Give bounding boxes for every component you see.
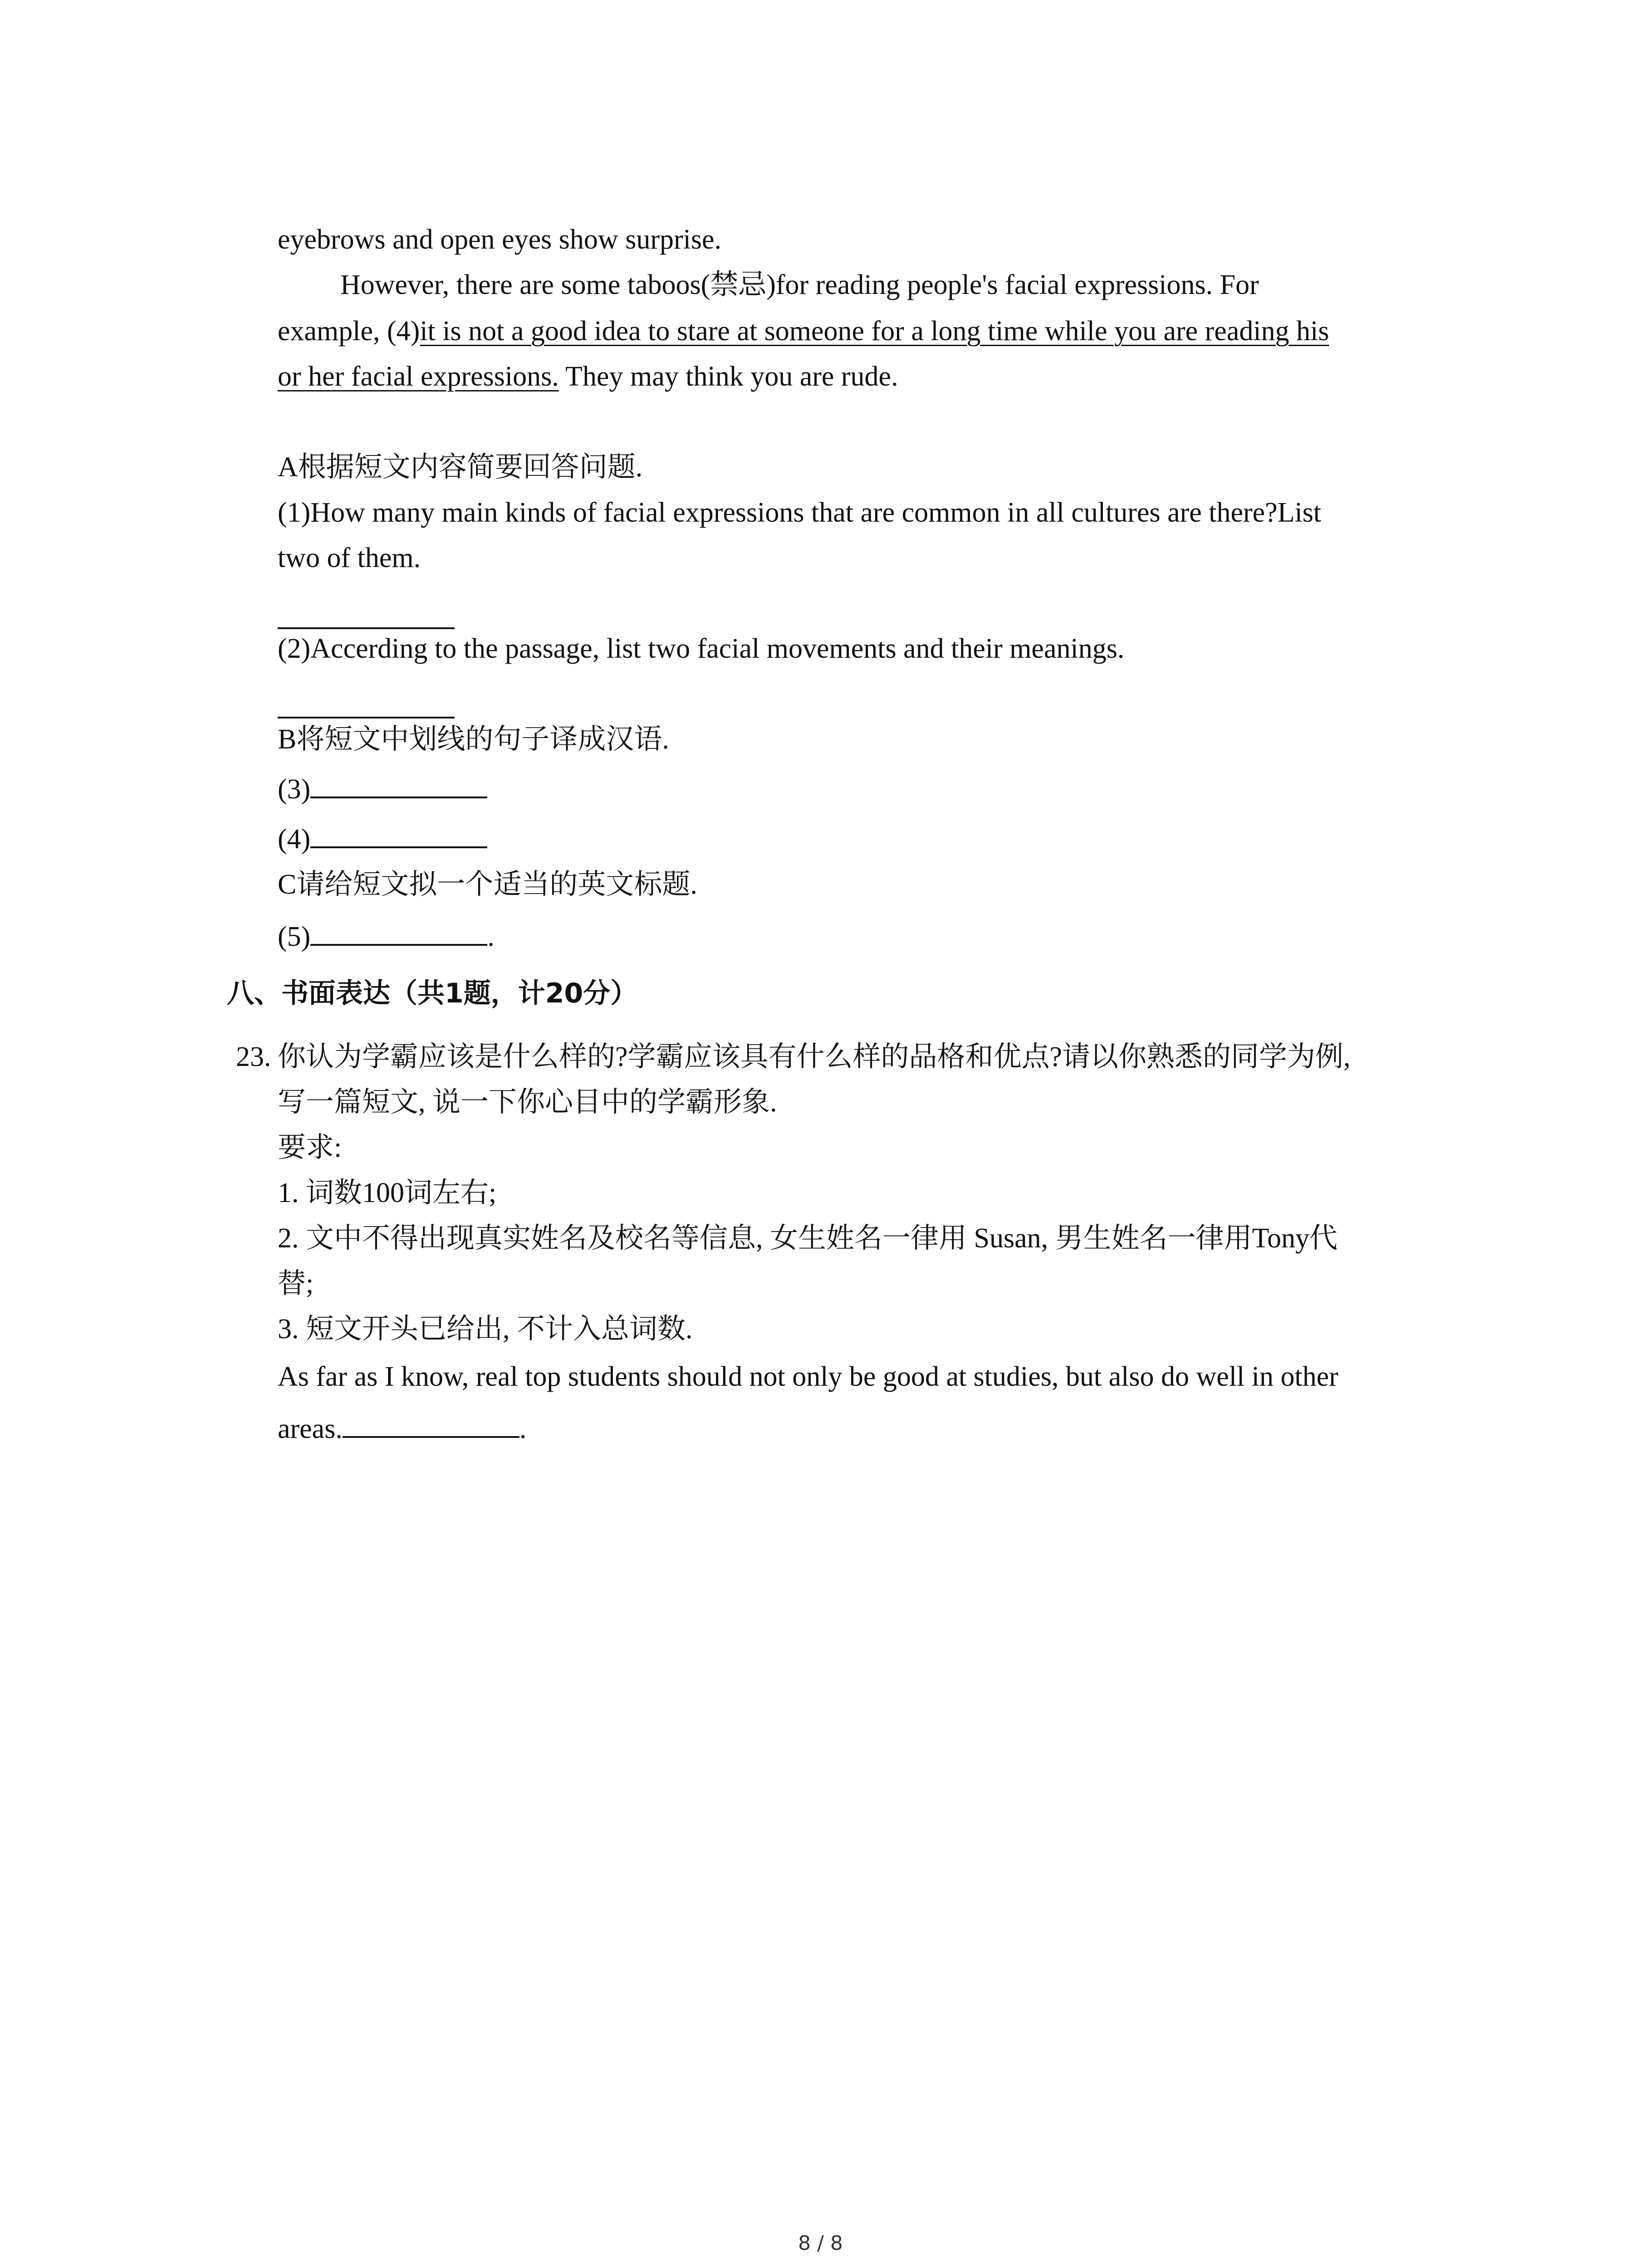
question-3 bbox=[278, 771, 487, 807]
passage-line-2: However, there are some taboos(禁忌)for reading people's facial expressions. For bbox=[340, 269, 1259, 300]
passage-line-1: eyebrows and open eyes show surprise. bbox=[278, 224, 721, 255]
opening-line-1: As far as I know, real top students should not only be good at studies, but also do well in other bbox=[278, 1361, 1338, 1392]
requirement-2-line-2: 替; bbox=[278, 1268, 314, 1299]
question-23-line-1: 你认为学霸应该是什么样的?学霸应该具有什么样的品格和优点?请以你熟悉的同学为例, bbox=[278, 1041, 1351, 1072]
question-5-label: (5) bbox=[278, 921, 311, 952]
question-5-end: . bbox=[487, 921, 495, 952]
question-3-label: (3) bbox=[278, 774, 311, 805]
passage-line-4-suffix: They may think you are rude. bbox=[558, 361, 898, 392]
answer-blank-3[interactable] bbox=[310, 771, 487, 798]
passage-line-3-prefix: example, (4) bbox=[278, 316, 420, 347]
question-5 bbox=[278, 919, 495, 955]
opening-line-2-text: areas. bbox=[278, 1413, 343, 1444]
question-4 bbox=[278, 821, 487, 857]
part-a-heading: A根据短文内容简要回答问题. bbox=[278, 452, 643, 483]
part-b-heading: B将短文中划线的句子译成汉语. bbox=[278, 724, 669, 755]
passage-line-4 bbox=[278, 358, 898, 395]
requirement-1: 1. 词数100词左右; bbox=[278, 1178, 497, 1208]
opening-line-2 bbox=[278, 1411, 526, 1447]
question-1-line-2: two of them. bbox=[278, 543, 421, 573]
question-23-line-2: 写一篇短文, 说一下你心目中的学霸形象. bbox=[278, 1087, 777, 1118]
answer-blank-1[interactable] bbox=[278, 627, 455, 629]
requirement-2-line-1: 2. 文中不得出现真实姓名及校名等信息, 女生姓名一律用 Susan, 男生姓名一律用Tony代 bbox=[278, 1223, 1338, 1254]
answer-blank-4[interactable] bbox=[310, 821, 487, 848]
question-4-label: (4) bbox=[278, 824, 311, 855]
answer-blank-5[interactable] bbox=[310, 919, 487, 946]
answer-blank-2[interactable] bbox=[278, 717, 455, 719]
requirement-3: 3. 短文开头已给出, 不计入总词数. bbox=[278, 1314, 693, 1344]
underlined-sentence-4-part2: or her facial expressions. bbox=[278, 361, 559, 392]
underlined-sentence-4-part1: it is not a good idea to stare at someone for a long time while you are reading his bbox=[420, 316, 1329, 347]
question-1-line-1: (1)How many main kinds of facial expressions that are common in all cultures are there?List bbox=[278, 497, 1322, 528]
requirements-title: 要求: bbox=[278, 1132, 342, 1163]
essay-answer-blank[interactable] bbox=[343, 1411, 519, 1438]
part-c-heading: C请给短文拟一个适当的英文标题. bbox=[278, 869, 697, 900]
section-8-title: 八、书面表达（共1题，计20分） bbox=[227, 978, 638, 1009]
opening-end: . bbox=[519, 1413, 527, 1444]
question-2: (2)Accerding to the passage, list two facial movements and their meanings. bbox=[278, 633, 1125, 664]
question-23-number: 23. bbox=[236, 1041, 271, 1072]
passage-line-3 bbox=[278, 313, 1329, 349]
page-number: 8 / 8 bbox=[798, 2232, 843, 2255]
